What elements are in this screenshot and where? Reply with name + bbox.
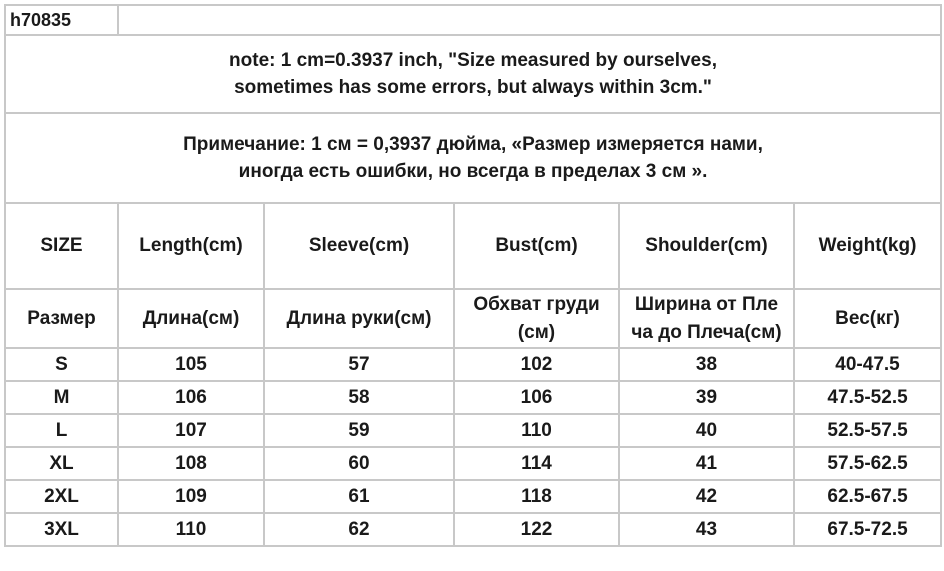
header-ru-line1: Длина руки(см) bbox=[286, 307, 432, 329]
header-ru-sleeve bbox=[264, 289, 454, 348]
cell-length: 109 bbox=[118, 480, 264, 513]
header-ru-line2: ча до Плеча(см) bbox=[631, 321, 782, 343]
cell-sleeve: 58 bbox=[264, 381, 454, 414]
header-ru-line1: Длина(см) bbox=[142, 307, 240, 329]
cell-sleeve: 61 bbox=[264, 480, 454, 513]
cell-size: 2XL bbox=[5, 480, 118, 513]
cell-shoulder: 38 bbox=[619, 348, 794, 381]
header-bust: Bust(cm) bbox=[454, 203, 619, 289]
cell-shoulder: 42 bbox=[619, 480, 794, 513]
header-ru-line1: Размер bbox=[27, 307, 96, 329]
cell-shoulder: 41 bbox=[619, 447, 794, 480]
cell-shoulder: 40 bbox=[619, 414, 794, 447]
cell-bust: 118 bbox=[454, 480, 619, 513]
header-ru-bust bbox=[454, 289, 619, 348]
table-row bbox=[5, 480, 941, 513]
cell-weight: 40-47.5 bbox=[794, 348, 941, 381]
header-size: SIZE bbox=[5, 203, 118, 289]
cell-length: 107 bbox=[118, 414, 264, 447]
header-ru-weight bbox=[794, 289, 941, 348]
cell-weight: 47.5-52.5 bbox=[794, 381, 941, 414]
cell-shoulder: 43 bbox=[619, 513, 794, 546]
cell-size: S bbox=[5, 348, 118, 381]
header-weight: Weight(kg) bbox=[794, 203, 941, 289]
header-ru-length bbox=[118, 289, 264, 348]
header-ru-line1: Обхват груди bbox=[473, 293, 600, 315]
cell-length: 105 bbox=[118, 348, 264, 381]
cell-length: 110 bbox=[118, 513, 264, 546]
header-ru-size bbox=[5, 289, 118, 348]
note-russian-line1: Примечание: 1 см = 0,3937 дюйма, «Размер измеряется нами, bbox=[183, 134, 763, 155]
empty-cell bbox=[118, 5, 941, 35]
header-ru-line2: (см) bbox=[517, 321, 556, 343]
table-row bbox=[5, 513, 941, 546]
note-english-line1: note: 1 cm=0.3937 inch, "Size measured by ourselves, bbox=[229, 50, 717, 71]
cell-length: 108 bbox=[118, 447, 264, 480]
note-russian-line2: иногда есть ошибки, но всегда в пределах 3 см ». bbox=[238, 161, 708, 182]
cell-size: 3XL bbox=[5, 513, 118, 546]
cell-bust: 102 bbox=[454, 348, 619, 381]
note-english bbox=[5, 35, 941, 113]
note-russian bbox=[5, 113, 941, 203]
cell-size: M bbox=[5, 381, 118, 414]
cell-bust: 110 bbox=[454, 414, 619, 447]
cell-shoulder: 39 bbox=[619, 381, 794, 414]
note-english-line2: sometimes has some errors, but always within 3cm." bbox=[234, 77, 712, 98]
cell-sleeve: 59 bbox=[264, 414, 454, 447]
header-ru-shoulder bbox=[619, 289, 794, 348]
table-row bbox=[5, 447, 941, 480]
header-ru-line1: Вес(кг) bbox=[835, 307, 900, 329]
cell-weight: 67.5-72.5 bbox=[794, 513, 941, 546]
cell-sleeve: 62 bbox=[264, 513, 454, 546]
cell-bust: 122 bbox=[454, 513, 619, 546]
table-row bbox=[5, 414, 941, 447]
cell-weight: 62.5-67.5 bbox=[794, 480, 941, 513]
cell-bust: 106 bbox=[454, 381, 619, 414]
cell-sleeve: 57 bbox=[264, 348, 454, 381]
header-length: Length(cm) bbox=[118, 203, 264, 289]
size-table bbox=[4, 4, 942, 547]
product-code: h70835 bbox=[5, 5, 118, 35]
header-shoulder: Shoulder(cm) bbox=[619, 203, 794, 289]
size-chart bbox=[4, 4, 940, 567]
cell-bust: 114 bbox=[454, 447, 619, 480]
cell-weight: 57.5-62.5 bbox=[794, 447, 941, 480]
table-row bbox=[5, 348, 941, 381]
header-sleeve: Sleeve(cm) bbox=[264, 203, 454, 289]
cell-weight: 52.5-57.5 bbox=[794, 414, 941, 447]
table-row bbox=[5, 381, 941, 414]
cell-sleeve: 60 bbox=[264, 447, 454, 480]
header-ru-line1: Ширина от Пле bbox=[634, 293, 779, 315]
cell-size: XL bbox=[5, 447, 118, 480]
cell-length: 106 bbox=[118, 381, 264, 414]
cell-size: L bbox=[5, 414, 118, 447]
